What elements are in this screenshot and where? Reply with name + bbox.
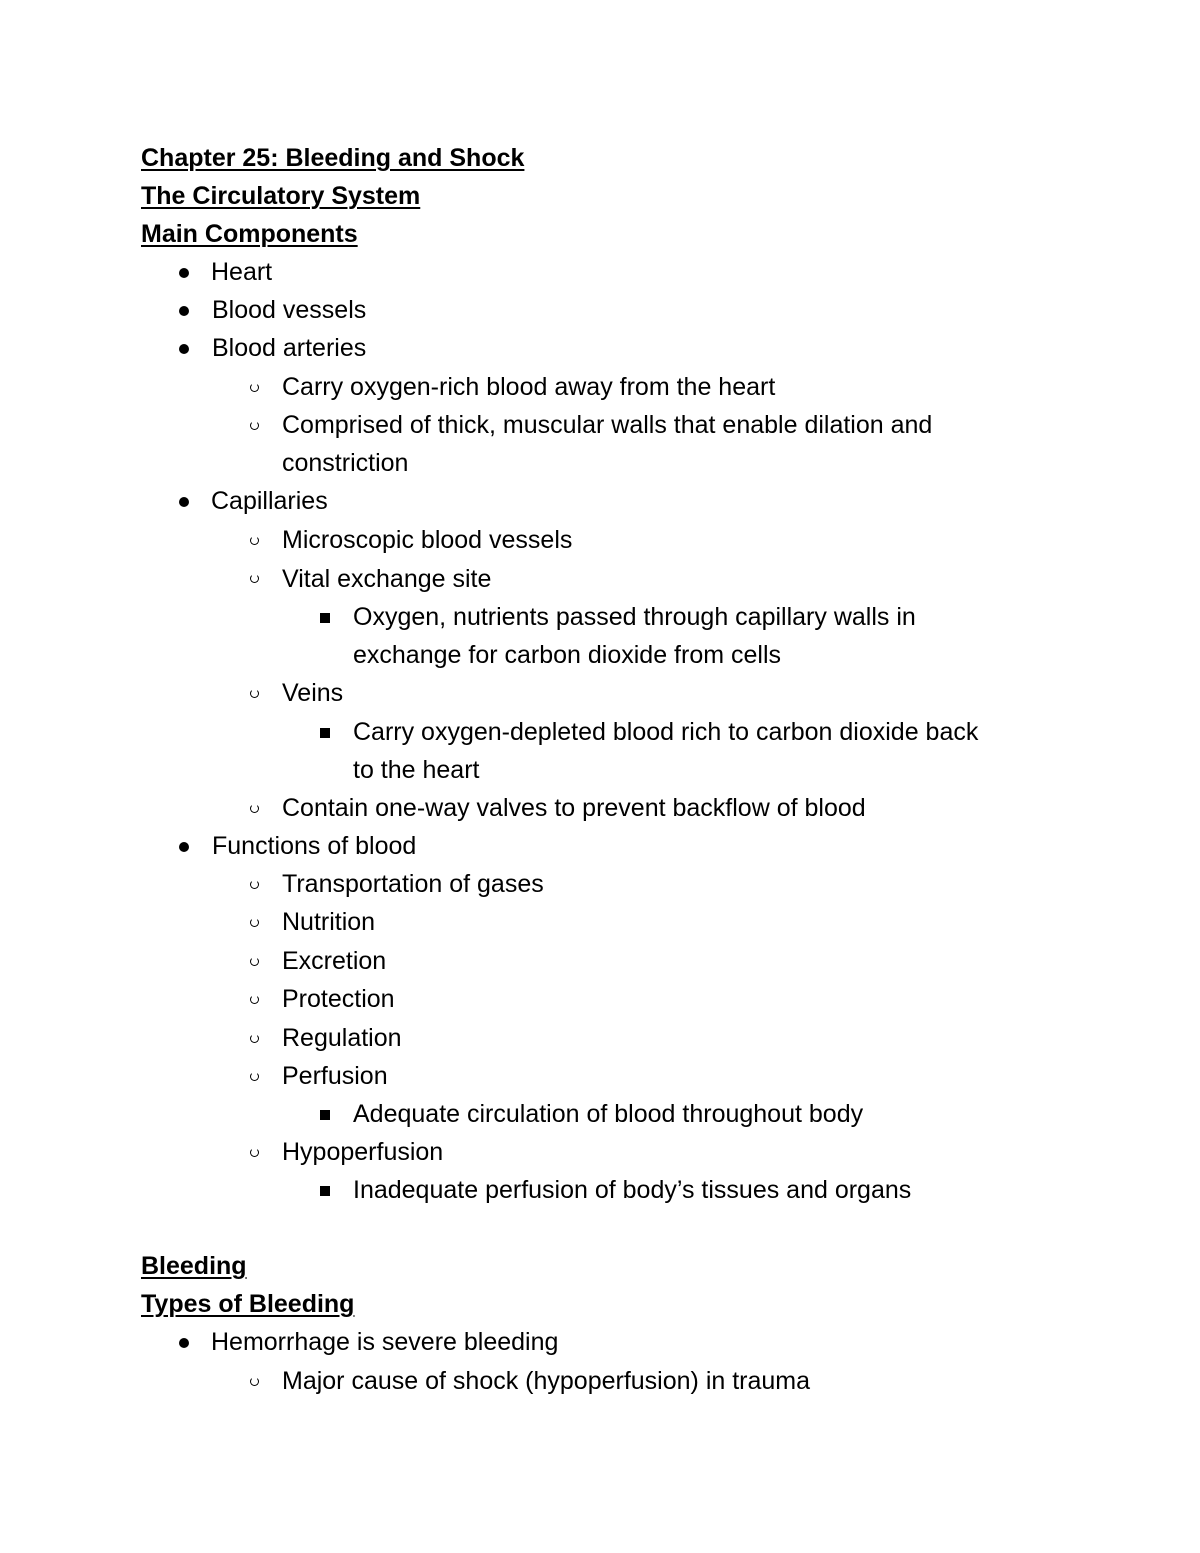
bullet-dot-icon	[179, 344, 189, 354]
bullet-dot-icon	[179, 842, 189, 852]
list-item: Blood vessels	[212, 296, 367, 324]
bullet-ring-icon	[250, 689, 259, 698]
list-item: Contain one-way valves to prevent backflow of blood	[282, 794, 866, 822]
list-item: Inadequate perfusion of body’s tissues and organs	[353, 1176, 912, 1204]
bullet-ring-icon	[250, 383, 259, 392]
list-item: Functions of blood	[212, 832, 417, 860]
bullet-dot-icon	[179, 1338, 189, 1348]
list-item: Regulation	[282, 1024, 402, 1052]
components-heading: Main Components	[141, 220, 358, 248]
bullet-dot-icon	[179, 268, 189, 278]
bullet-ring-icon	[250, 574, 259, 583]
bullet-square-icon	[320, 1186, 330, 1196]
bullet-square-icon	[320, 1110, 330, 1120]
bullet-ring-icon	[250, 1377, 259, 1386]
list-item: Hypoperfusion	[282, 1138, 444, 1166]
list-item: Heart	[211, 258, 273, 286]
list-item: Transportation of gases	[282, 870, 544, 898]
list-item: Blood arteries	[212, 334, 367, 362]
list-item: Perfusion	[282, 1062, 388, 1090]
list-item: Nutrition	[282, 908, 376, 936]
list-item: Excretion	[282, 947, 387, 975]
list-item: Vital exchange site	[282, 565, 492, 593]
bullet-ring-icon	[250, 918, 259, 927]
bullet-dot-icon	[179, 306, 189, 316]
list-item-continuation: to the heart	[353, 756, 480, 784]
bullet-square-icon	[320, 728, 330, 738]
bullet-ring-icon	[250, 536, 259, 545]
list-item: Oxygen, nutrients passed through capillary walls in	[353, 603, 916, 631]
bullet-square-icon	[320, 613, 330, 623]
bleeding-heading: Bleeding	[141, 1252, 247, 1280]
bullet-ring-icon	[250, 957, 259, 966]
bullet-ring-icon	[250, 804, 259, 813]
list-item: Protection	[282, 985, 395, 1013]
bullet-ring-icon	[250, 880, 259, 889]
list-item: Veins	[282, 679, 344, 707]
list-item-continuation: constriction	[282, 449, 409, 477]
list-item: Comprised of thick, muscular walls that enable dilation and	[282, 411, 933, 439]
list-item: Capillaries	[211, 487, 328, 515]
bullet-ring-icon	[250, 1072, 259, 1081]
list-item: Carry oxygen-rich blood away from the heart	[282, 373, 776, 401]
bullet-ring-icon	[250, 421, 259, 430]
list-item: Microscopic blood vessels	[282, 526, 573, 554]
chapter-heading: Chapter 25: Bleeding and Shock	[141, 144, 525, 172]
list-item: Adequate circulation of blood throughout body	[353, 1100, 864, 1128]
bullet-ring-icon	[250, 1148, 259, 1157]
list-item: Major cause of shock (hypoperfusion) in trauma	[282, 1367, 811, 1395]
bullet-dot-icon	[179, 497, 189, 507]
list-item: Carry oxygen-depleted blood rich to carbon dioxide back	[353, 718, 979, 746]
list-item-continuation: exchange for carbon dioxide from cells	[353, 641, 782, 669]
types-heading: Types of Bleeding	[141, 1290, 355, 1318]
list-item: Hemorrhage is severe bleeding	[211, 1328, 559, 1356]
bullet-ring-icon	[250, 995, 259, 1004]
bullet-ring-icon	[250, 1034, 259, 1043]
section-heading: The Circulatory System	[141, 182, 421, 210]
